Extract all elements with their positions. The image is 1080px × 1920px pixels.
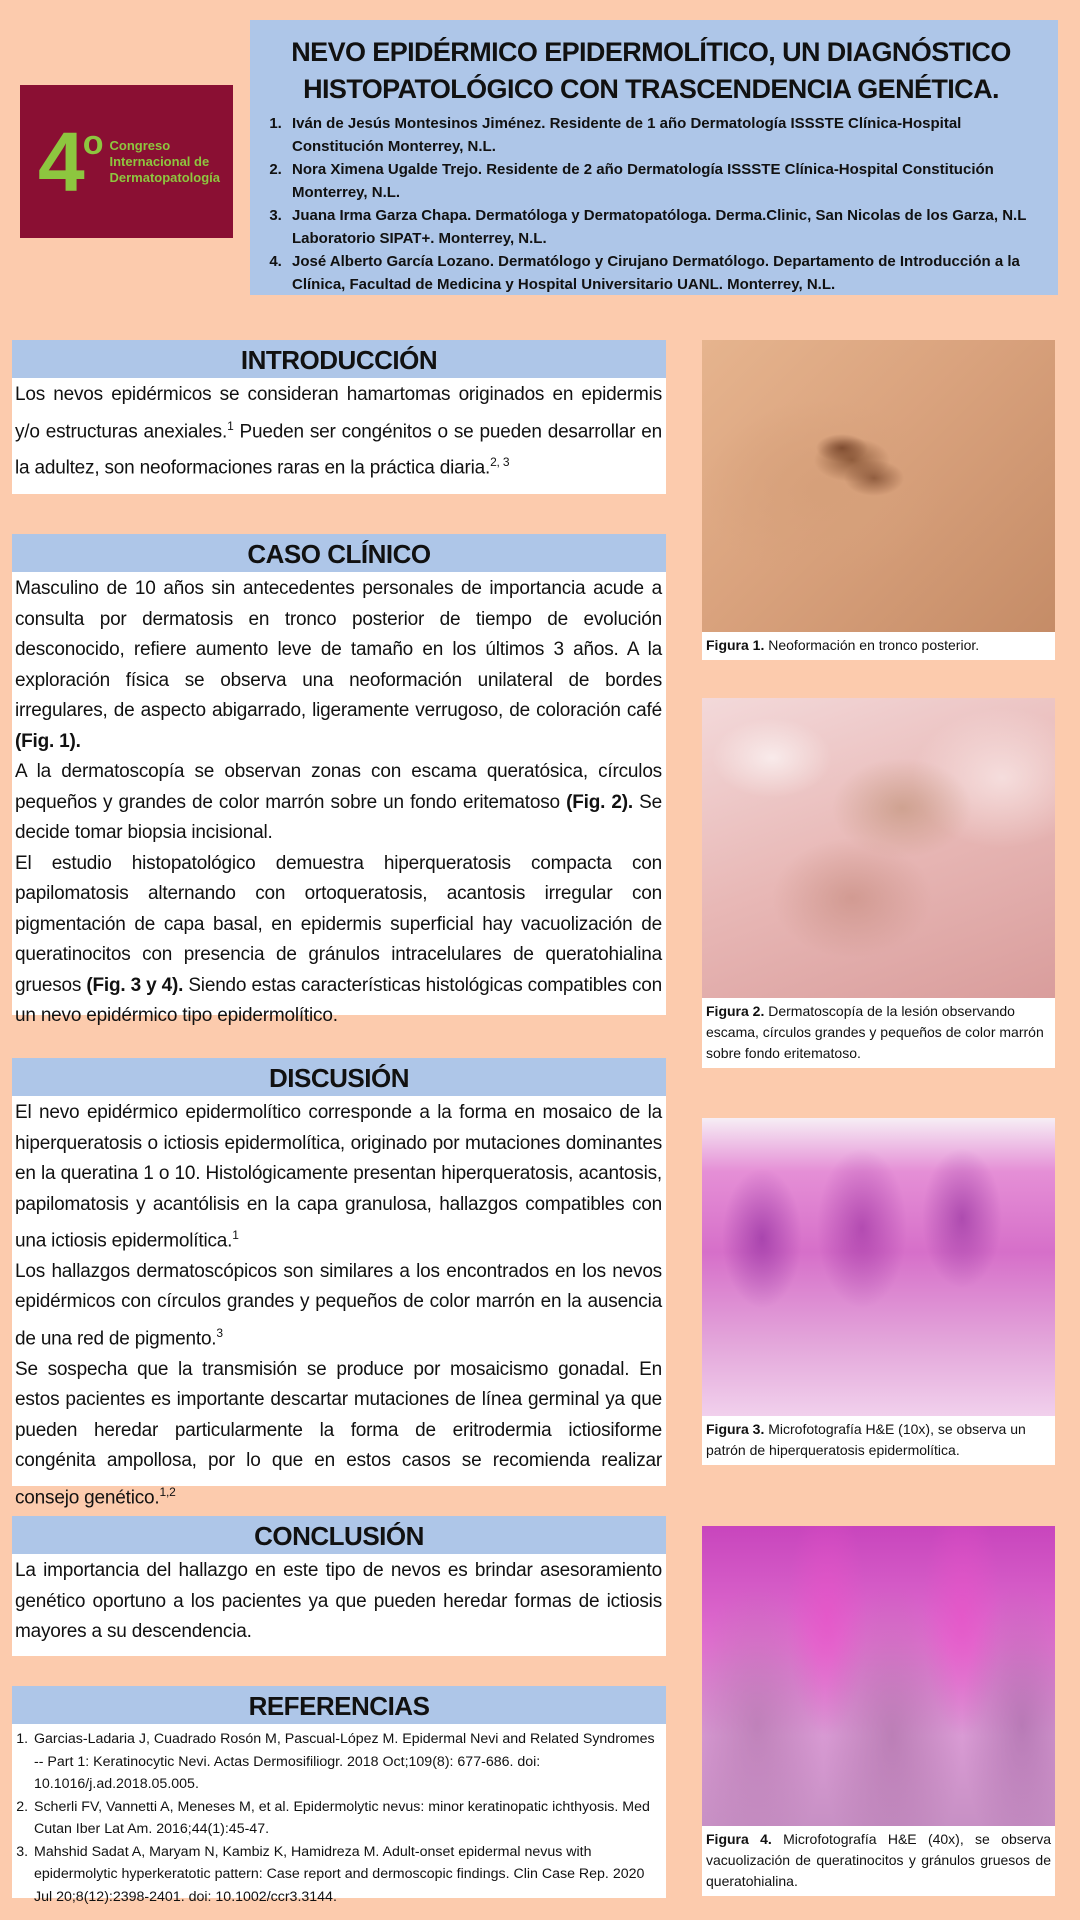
author-item: 2. Nora Ximena Ugalde Trejo. Residente de 2 año Dermatología ISSSTE Clínica-Hospital Constitución Monterrey, N.L. — [286, 158, 1044, 204]
section-introduccion — [12, 340, 666, 494]
clinical-photo — [702, 340, 1055, 632]
section-body: Masculino de 10 años sin antecedentes personales de importancia acude a consulta por dermatosis en tronco posterior de tiempo de evolución desconocido, refiere aumento leve de tamaño en los últimos 3 años. A la exploración física se observa una neoformación unilateral de bordes irregulares, de aspecto abigarrado, ligeramente verrugoso, de coloración café (Fig. 1). A la dermatoscopía se observan zonas con escama queratósica, círculos pequeños y grandes de color marrón sobre un fondo eritematoso (Fig. 2). Se decide tomar biopsia incisional. El estudio histopatológico demuestra hiperqueratosis compacta con papilomatosis alternando con ortoqueratosis, acantosis irregular con pigmentación de capa basal, en epidermis superficial hay vacuolización de queratinocitos con presencia de gránulos intracelulares de queratohialina gruesos (Fig. 3 y 4). Siendo estas características histológicas compatibles con un nevo epidérmico tipo epidermolítico. — [15, 578, 663, 1026]
figure-caption: Figura 2. Dermatoscopía de la lesión observando escama, círculos grandes y pequeños de color marrón sobre fondo eritematoso. — [706, 1003, 1044, 1061]
histology-40x-photo — [702, 1526, 1055, 1826]
figure-caption: Figura 1. Neoformación en tronco posterior. — [706, 637, 980, 653]
section-heading: INTRODUCCIÓN — [12, 340, 666, 378]
section-referencias — [12, 1686, 666, 1905]
author-item: 3. Juana Irma Garza Chapa. Dermatóloga y Dermatopatóloga. Derma.Clinic, San Nicolas de los Garza, N.L Laboratorio SIPAT+. Monterrey, N.L. — [286, 204, 1044, 250]
reference-item: 2. Scherli FV, Vannetti A, Meneses M, et al. Epidermolytic nevus: minor keratinopatic ichthyosis. Med Cutan Iber Lat Am. 2016;44(1):45-47. — [32, 1796, 662, 1841]
author-list — [258, 112, 1044, 296]
reference-item: 3. Mahshid Sadat A, Maryam N, Kambiz K, Hamidreza M. Adult-onset epidermal nevus with epidermolytic hyperkeratotic pattern: Case report and dermoscopic findings. Clin Case Rep. 2020 Jul 20;8(12):2398-2401. doi: 10.1002/ccr3.3144. — [32, 1841, 662, 1909]
section-discusion — [12, 1058, 666, 1508]
section-heading: CONCLUSIÓN — [12, 1516, 666, 1554]
figure-4 — [702, 1526, 1055, 1896]
histology-10x-photo — [702, 1118, 1055, 1416]
section-body: La importancia del hallazgo en este tipo de nevos es brindar asesoramiento genético oportuno a los pacientes ya que pueden heredar formas de ictiosis mayores a su descendencia. — [15, 1560, 662, 1642]
reference-list — [12, 1724, 666, 1908]
author-item: 1. Iván de Jesús Montesinos Jiménez. Residente de 1 año Dermatología ISSSTE Clínica-Hospital Constitución Monterrey, N.L. — [286, 112, 1044, 158]
section-heading: DISCUSIÓN — [12, 1058, 666, 1096]
poster-header — [250, 20, 1058, 295]
congress-logo — [20, 85, 233, 238]
section-heading: REFERENCIAS — [12, 1686, 666, 1724]
figure-caption: Figura 4. Microfotografía H&E (40x), se observa vacuolización de queratinocitos y gránulos gruesos de queratohialina. — [706, 1831, 1051, 1889]
poster-title: NEVO EPIDÉRMICO EPIDERMOLÍTICO, UN DIAGNÓSTICO HISTOPATOLÓGICO CON TRASCENDENCIA GENÉTICA. — [291, 37, 1011, 104]
figure-caption: Figura 3. Microfotografía H&E (10x), se observa un patrón de hiperqueratosis epidermolítica. — [706, 1421, 1026, 1458]
section-caso-clinico — [12, 534, 666, 1026]
logo-number: 4$^o$ — [38, 114, 102, 209]
figure-3 — [702, 1118, 1055, 1465]
section-conclusion — [12, 1516, 666, 1656]
section-body: El nevo epidérmico epidermolítico corresponde a la forma en mosaico de la hiperqueratosis o ictiosis epidermolítica, originado por mutaciones dominantes en la queratina 1 o 10. Histológicamente presentan hiperqueratosis, acantosis, papilomatosis y acantólisis en la capa granulosa, hallazgos compatibles con una ictiosis epidermolítica.$^1$ Los hallazgos dermatoscópicos son similares a los encontrados en los nevos epidérmicos con círculos grandes y pequeños de color marrón en la ausencia de una red de pigmento.$^3$ Se sospecha que la transmisión se produce por mosaicismo gonadal. En estos pacientes es importante descartar mutaciones de línea germinal ya que pueden heredar particularmente la forma de eritrodermia ictiosiforme congénita ampollosa, por lo que en estos casos se recomienda realizar consejo genético.$^{1,2}$ — [15, 1102, 662, 1508]
figure-1 — [702, 340, 1055, 660]
figure-2 — [702, 698, 1055, 1068]
section-heading: CASO CLÍNICO — [12, 534, 666, 572]
reference-item: 1. Garcias-Ladaria J, Cuadrado Rosón M, Pascual-López M. Epidermal Nevi and Related Syndromes -- Part 1: Keratinocytic Nevi. Actas Dermosifiliogr. 2018 Oct;109(8): 677-686. doi: 10.1016/j.ad.2018.05.005. — [32, 1728, 662, 1796]
logo-text: Congreso Internacional de Dermatopatología — [109, 137, 221, 185]
dermoscopy-photo — [702, 698, 1055, 998]
section-body: Los nevos epidérmicos se consideran hamartomas originados en epidermis y/o estructuras anexiales.$^1$ Pueden ser congénitos o se pueden desarrollar en la adultez, son neoformaciones raras en la práctica diaria.$^{2, 3}$ — [15, 384, 662, 479]
author-item: 4. José Alberto García Lozano. Dermatólogo y Cirujano Dermatólogo. Departamento de Introducción a la Clínica, Facultad de Medicina y Hospital Universitario UANL. Monterrey, N.L. — [286, 250, 1044, 296]
